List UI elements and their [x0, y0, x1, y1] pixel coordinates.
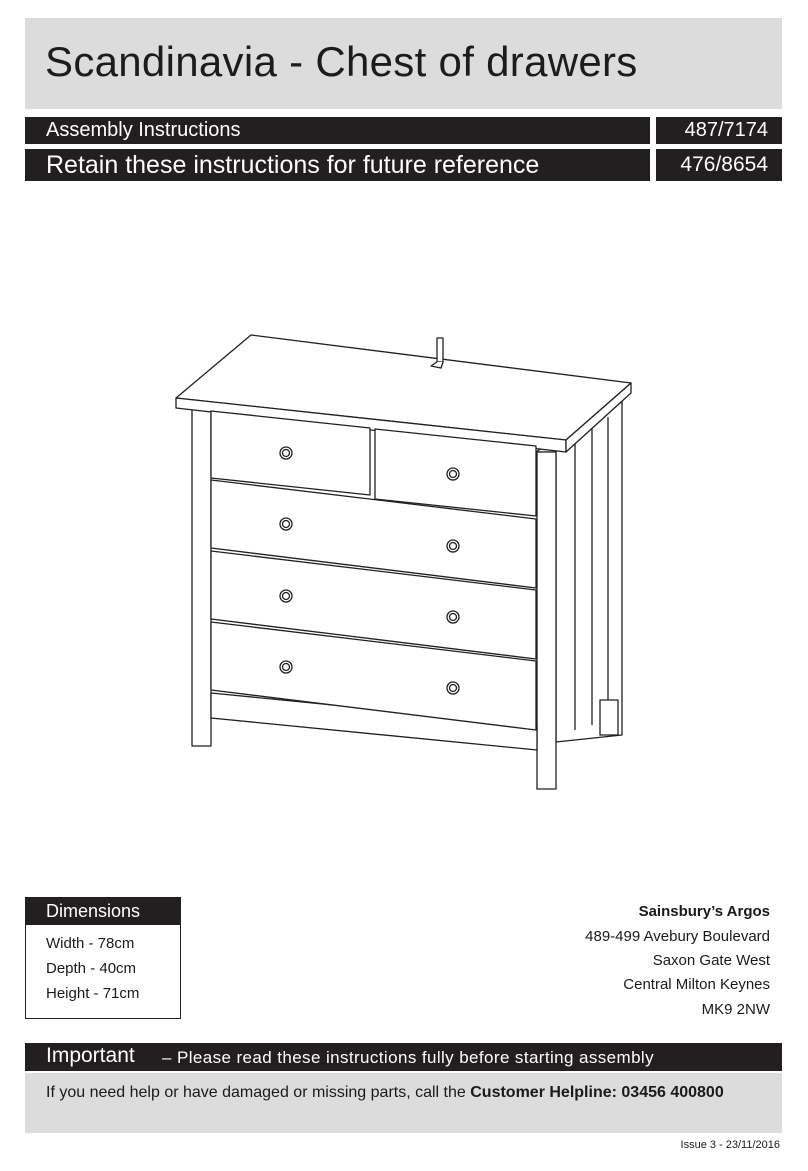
help-band — [25, 1073, 782, 1133]
retain-instructions-bar — [25, 149, 650, 181]
issue-date: Issue 3 - 23/11/2016 — [680, 1139, 780, 1151]
help-text: If you need help or have damaged or missing parts, call the — [46, 1084, 471, 1101]
assembly-instructions-bar — [25, 117, 650, 144]
important-label: Important — [46, 1044, 135, 1067]
helpline-label: Customer Helpline: — [470, 1084, 617, 1101]
helpline-number: 03456 400800 — [621, 1084, 724, 1101]
product-code-bar-1 — [656, 117, 782, 144]
product-code-2: 476/8654 — [680, 153, 768, 176]
address-line-4: MK9 2NW — [701, 1001, 770, 1018]
help-line — [46, 1084, 724, 1102]
address-line-3: Central Milton Keynes — [623, 976, 770, 993]
dimension-height: Height - 71cm — [46, 985, 140, 1002]
address-line-2: Saxon Gate West — [652, 952, 770, 969]
chest-of-drawers-illustration — [160, 320, 650, 800]
dimensions-header — [25, 897, 181, 925]
product-code-bar-2 — [656, 149, 782, 181]
retain-instructions-label: Retain these instructions for future reference — [46, 151, 540, 179]
dimensions-box — [25, 925, 181, 1019]
address-line-1: 489-499 Avebury Boulevard — [585, 928, 770, 945]
address-company: Sainsbury’s Argos — [638, 903, 770, 920]
title-band — [25, 18, 782, 109]
important-text: – Please read these instructions fully before starting assembly — [162, 1048, 654, 1067]
document-title: Scandinavia - Chest of drawers — [45, 38, 638, 85]
assembly-instructions-label: Assembly Instructions — [46, 119, 241, 141]
dimension-depth: Depth - 40cm — [46, 960, 137, 977]
product-code-1: 487/7174 — [684, 119, 768, 141]
dimensions-heading: Dimensions — [46, 901, 141, 921]
dimension-width: Width - 78cm — [46, 935, 135, 952]
important-bar — [25, 1043, 782, 1071]
